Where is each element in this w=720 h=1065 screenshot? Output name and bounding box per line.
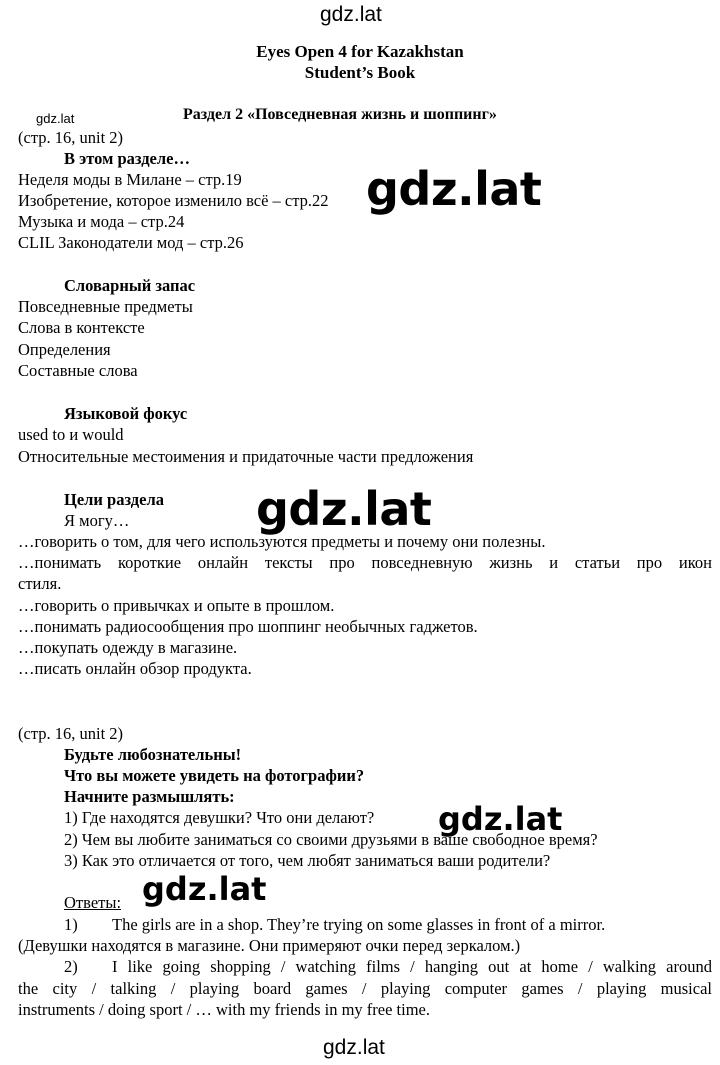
goals-intro: Я могу… <box>64 511 130 530</box>
question-item: 2) Чем вы любите заниматься со своими друзьями в ваше свободное время? <box>64 830 598 849</box>
answer-1: The girls are in a shop. They’re trying on some glasses in front of a mirror. <box>112 915 606 934</box>
list-item: Повседневные предметы <box>18 297 193 316</box>
goals-heading: Цели раздела <box>64 490 164 509</box>
question-item: 1) Где находятся девушки? Что они делают? <box>64 808 375 827</box>
question-item: 3) Как это отличается от того, чем любят заниматься ваши родители? <box>64 851 551 870</box>
answer-2-line-2: the city / talking / playing board games / playing computer games / playing musical <box>18 979 712 998</box>
list-item: Составные слова <box>18 361 138 380</box>
section-title: Раздел 2 «Повседневная жизнь и шоппинг» <box>183 106 497 123</box>
list-item: Изобретение, которое изменило всё – стр.22 <box>18 191 329 210</box>
watermark-small: gdz.lat <box>36 111 75 126</box>
page-ref-2: (стр. 16, unit 2) <box>18 724 124 743</box>
answer-number-1: 1) <box>64 915 78 934</box>
start-thinking-heading: Начните размышлять: <box>64 787 235 806</box>
list-item: …говорить о привычках и опыте в прошлом. <box>18 596 335 615</box>
page-ref-1: (стр. 16, unit 2) <box>18 128 124 147</box>
answer-2-line-1: I like going shopping / watching films / hanging out at home / walking around <box>112 957 712 976</box>
in-this-unit-heading: В этом разделе… <box>64 149 190 168</box>
focus-heading: Языковой фокус <box>64 404 188 423</box>
watermark-big-2: gdz.lat <box>256 482 432 536</box>
list-item: Музыка и мода – стр.24 <box>18 212 185 231</box>
vocab-heading: Словарный запас <box>64 276 196 295</box>
list-item: Слова в контексте <box>18 318 145 337</box>
watermark-top: gdz.lat <box>320 3 382 26</box>
list-item: стиля. <box>18 574 62 593</box>
list-item: …покупать одежду в магазине. <box>18 638 238 657</box>
be-curious-heading: Будьте любознательны! <box>64 745 242 764</box>
watermark-bottom: gdz.lat <box>323 1036 385 1059</box>
list-item: Неделя моды в Милане – стр.19 <box>18 170 242 189</box>
photo-question-heading: Что вы можете увидеть на фотографии? <box>64 766 365 785</box>
list-item: CLIL Законодатели мод – стр.26 <box>18 233 244 252</box>
answers-label: Ответы: <box>64 893 122 912</box>
watermark-big-3: gdz.lat <box>438 800 563 838</box>
answer-1-translation: (Девушки находятся в магазине. Они примеряют очки перед зеркалом.) <box>18 936 521 955</box>
watermark-big-4: gdz.lat <box>142 870 267 908</box>
watermark-big-1: gdz.lat <box>366 162 542 216</box>
list-item: Определения <box>18 340 111 359</box>
answer-2-line-3: instruments / doing sport / … with my friends in my free time. <box>18 1000 430 1019</box>
list-item: …говорить о том, для чего используются предметы и почему они полезны. <box>18 532 546 551</box>
book-subtitle: Student’s Book <box>304 63 416 82</box>
list-item: …понимать радиосообщения про шоппинг необычных гаджетов. <box>18 617 478 636</box>
book-title: Eyes Open 4 for Kazakhstan <box>256 42 464 61</box>
list-item: used to и would <box>18 425 124 444</box>
list-item: …писать онлайн обзор продукта. <box>18 659 252 678</box>
list-item: Относительные местоимения и придаточные части предложения <box>18 447 474 466</box>
answer-number-2: 2) <box>64 957 78 976</box>
list-item: …понимать короткие онлайн тексты про повседневную жизнь и статьи про икон <box>18 553 712 572</box>
